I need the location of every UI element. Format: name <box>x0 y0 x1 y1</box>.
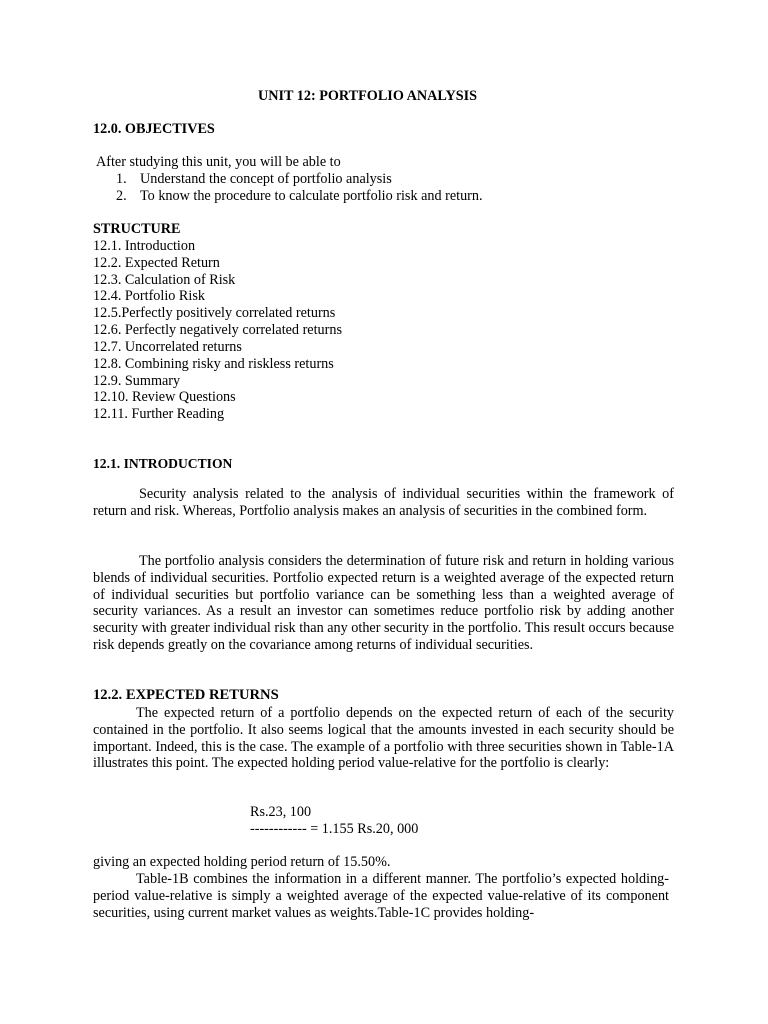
introduction-body <box>93 486 674 520</box>
structure-item: 12.6. Perfectly negatively correlated returns <box>93 322 342 338</box>
paragraph: Security analysis related to the analysis of individual securities within the framework of return and risk. Whereas, Portfolio analysis makes an analysis of securities in the combined form. <box>93 486 674 519</box>
introduction-body-2 <box>93 553 674 654</box>
list-number: 2. <box>116 188 127 204</box>
list-number: 1. <box>116 171 127 187</box>
structure-item: 12.1. Introduction <box>93 238 196 254</box>
paragraph: Table-1B combines the information in a different manner. The portfolio’s expected holding-period value-relative is simply a weighted average of the expected value-relative of its component securities, using current market values as weights.Table-1C provides holding- <box>93 871 669 921</box>
structure-item: 12.5.Perfectly positively correlated returns <box>93 305 336 321</box>
structure-item: 12.11. Further Reading <box>93 406 225 422</box>
paragraph: The portfolio analysis considers the determination of future risk and return in holding various blends of individual securities. Portfolio expected return is a weighted average of the expected return of individual securities but portfolio variance can be something less than a weighted average of security variances. As a result an investor can sometimes reduce portfolio risk by adding another security with greater individual risk than any other security in the portfolio. This result occurs because risk depends greatly on the covariance among returns of individual securities. <box>93 553 674 653</box>
list-text: To know the procedure to calculate portfolio risk and return. <box>140 188 483 204</box>
structure-item: 12.3. Calculation of Risk <box>93 272 236 288</box>
list-text: Understand the concept of portfolio analysis <box>140 171 392 187</box>
structure-item: 12.4. Portfolio Risk <box>93 288 205 304</box>
structure-heading: STRUCTURE <box>93 221 181 237</box>
objective-item <box>116 171 392 188</box>
formula-numerator: Rs.23, 100 <box>250 804 312 820</box>
structure-item: 12.2. Expected Return <box>93 255 220 271</box>
structure-item: 12.7. Uncorrelated returns <box>93 339 242 355</box>
paragraph: The expected return of a portfolio depends on the expected return of each of the security contained in the portfolio. It also seems logical that the amounts invested in each security should be important. Indeed, this is the case. The example of a portfolio with three securities shown in Table-1A illustrates this point. The expected holding period value-relative for the portfolio is clearly: <box>93 705 674 772</box>
structure-item: 12.9. Summary <box>93 373 181 389</box>
expected-returns-body <box>93 705 674 772</box>
introduction-heading: 12.1. INTRODUCTION <box>93 456 233 471</box>
expected-returns-heading: 12.2. EXPECTED RETURNS <box>93 687 279 703</box>
objectives-heading: 12.0. OBJECTIVES <box>93 121 215 137</box>
expected-returns-body-2 <box>93 871 669 921</box>
objective-item <box>116 188 483 205</box>
structure-item: 12.10. Review Questions <box>93 389 236 405</box>
page-title: UNIT 12: PORTFOLIO ANALYSIS <box>258 88 478 104</box>
formula-result-text: giving an expected holding period return of 15.50%. <box>93 854 391 870</box>
formula-line: ------------ = 1.155 Rs.20, 000 <box>250 821 419 837</box>
objectives-intro: After studying this unit, you will be able to <box>96 154 341 170</box>
structure-item: 12.8. Combining risky and riskless returns <box>93 356 334 372</box>
